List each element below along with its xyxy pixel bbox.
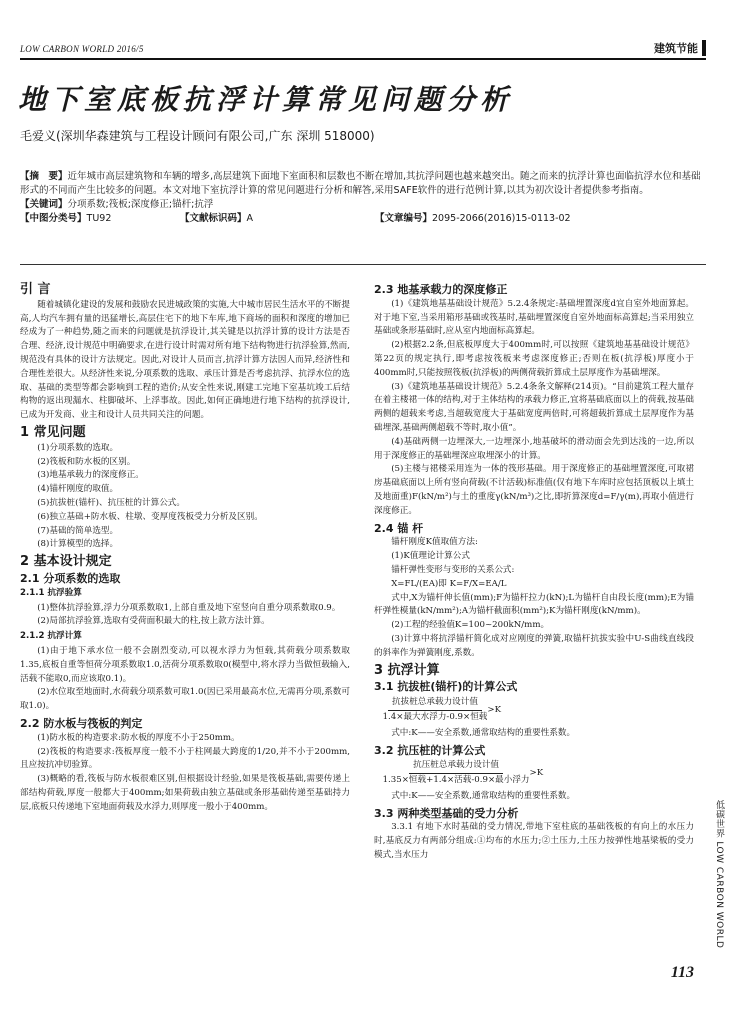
- fraction-denominator: 1.35×恒载+1.4×活载-0.9×最小浮力: [382, 775, 530, 786]
- fraction-denominator: 1.4×最大水浮力-0.9×恒载: [382, 711, 488, 722]
- paragraph: (2)工程的经验值K=100~200kN/mm。: [391, 620, 550, 631]
- paragraph: 锚杆弹性变形与变形的关系公式:: [391, 564, 515, 575]
- section-3-1-heading: 3.1 抗拔桩(锚杆)的计算公式: [374, 680, 518, 694]
- paragraph: (2)水位取至地面时,水荷载分项系数可取1.0(因已采用最高水位,无需再分项,系数可取1.0)。: [20, 687, 350, 712]
- issue-item: (3)地基承载力的深度修正。: [37, 470, 144, 481]
- doc-code-value: A: [246, 213, 254, 224]
- doc-code-field: [180, 212, 253, 226]
- section-2-1-2-heading: 2.1.2 抗浮计算: [20, 631, 82, 642]
- formula: X=FL/(EA)即 K=F/X=EA/L: [391, 578, 507, 589]
- right-column: [374, 280, 694, 863]
- paragraph: (4)基础两侧一边埋深大,一边埋深小,地基破坏的滑动面会先到达浅的一边,所以用于深度修正的基础埋深应取埋深小的计算。: [374, 436, 694, 461]
- section-2-4-heading: 2.4 锚 杆: [374, 521, 424, 535]
- abstract-body: 近年城市高层建筑物和车辆的增多,高层建筑下面地下室面积和层数也不断在增加,其抗浮问题也越来越突出。随之而来的抗浮计算也面临抗浮水位和基础形式的不同而产生比较多的问题。本文对地下室抗浮计算的常见问题进行分析和解答,采用SAFE软件的进行范例计算,以其为初次设计者提供参考指南。: [20, 171, 701, 196]
- paragraph: (3)概略的看,筏板与防水板很难区别,但根据设计经验,如果是筏板基础,需要传递上部结构荷载,厚度一般都大于400mm;如果荷载由独立基础或条形基础传递至基础持力层,底板只传递地下室地面荷载及水浮力,则厚度一般小于400mm。: [20, 774, 350, 812]
- section-3-3-heading: 3.3 两种类型基础的受力分析: [374, 806, 519, 820]
- keywords-label: 【关键词】: [20, 199, 68, 210]
- paragraph: (1)《建筑地基基础设计规范》5.2.4条规定:基础埋置深度d宜自室外地面算起。对于地下室,当采用箱形基础或筏基时,基础埋置深度自室外地面标高算起;当采用独立基础或条形基础时,应从室内地面标高算起。: [374, 298, 694, 337]
- clc-label: 【中图分类号】: [20, 213, 87, 224]
- section-2-2-heading: 2.2 防水板与筏板的判定: [20, 716, 143, 730]
- fraction-relation: >K: [529, 767, 544, 778]
- intro-paragraph: 随着城镇化建设的发展和鼓励农民进城政策的实施,大中城市居民生活水平的不断提高,人均汽车拥有量的迅猛增长,高层住宅下的地下车库,地下商场的面积和深度的增加已经成为了一种趋势,随之而来的问题就是抗浮设计,其关键是以抗浮计算的设计方法是否合理、经济,设计规范中明确要求,在进行设计时需对所有地下结构物进行抗浮验算,然而,规范没有具体的设计方法规定。因此,对设计人员而言,抗浮计算方法因人而异,经济性和合理性差很大。从经济性来说,分项系数的选取、承压计算是否考虑抗浮、抗浮水位的选取、基础的类型等都会影响到工程的造价;从安全性来说,刚建工完地下室基坑竣工后结构物的返出现漏水、柱脚破坏、上浮事故。因此,如何正确地进行地下结构的抗浮设计,已成为开发商、业主和设计人员共同关注的问题。: [20, 299, 350, 421]
- paragraph: (2)筏板的构造要求:筏板厚度一般不小于柱网最大跨度的1/20,并不小于200mm,且应按抗冲切验算。: [20, 746, 350, 771]
- section-3-2-heading: 3.2 抗压桩的计算公式: [374, 743, 486, 757]
- classification-line: [20, 212, 708, 226]
- paragraph: 式中,X为锚杆伸长值(mm);F为锚杆拉力(kN);L为锚杆自由段长度(mm);E为锚杆弹性模量(kN/mm²);A为锚杆截面积(mm²);K为锚杆刚度(kN/mm)。: [374, 592, 694, 617]
- section-2-1-heading: 2.1 分项系数的选取: [20, 571, 121, 585]
- issue-item: (7)基础的简单选型。: [37, 525, 119, 536]
- issue-item: (4)锚杆刚度的取值。: [37, 484, 119, 495]
- side-journal-text: 低碳世界 LOW CARBON WORLD: [714, 800, 724, 949]
- abstract-rule: [20, 264, 706, 265]
- section-3-heading: 3 抗浮计算: [374, 662, 440, 678]
- paragraph: (2)根据2.2条,但底板厚度大于400mm时,可以按照《建筑地基基础设计规范》第22页的规定执行,即考虑按筏板来考虑深度修正;否则在板(抗浮板)厚度小于400mm时,只能按照筏板(抗浮板)的两侧荷载折算成土层厚度作为基础埋深。: [374, 340, 694, 378]
- issue-item: (6)独立基础+防水板、柱墩、变厚度筏板受力分析及区别。: [37, 511, 263, 522]
- paragraph: (1)整体抗浮验算,浮力分项系数取1,上部自重及地下室竖向自重分项系数取0.9。: [37, 602, 341, 613]
- issue-item: (5)抗拔桩(锚杆)、抗压桩的计算公式。: [37, 497, 185, 508]
- paragraph: (2)局部抗浮验算,选取有受荷面积最大的柱,按上款方法计算。: [37, 616, 270, 627]
- section-2-1-1-heading: 2.1.1 抗浮验算: [20, 587, 82, 598]
- article-number-field: [375, 212, 571, 226]
- formula-3-2: [383, 759, 694, 788]
- left-column: [20, 280, 350, 814]
- issue-item: (8)计算模型的选择。: [37, 539, 119, 550]
- formula-3-1: [383, 696, 694, 725]
- paragraph: (1)由于地下承水位一般不会剧烈变动,可以视水浮力为恒载,其荷载分项系数取1.35,底板自重等恒荷分项系数取1.0,活荷分项系数取0(模型中,将水浮力当做恒载输入,活载不能取0,而应该取0.1)。: [20, 645, 350, 684]
- issue-item: (1)分项系数的选取。: [37, 442, 119, 453]
- header-bar: [702, 40, 706, 56]
- keywords: 分项系数;筏板;深度修正;锚杆;抗浮: [67, 199, 214, 210]
- intro-heading: 引 言: [20, 282, 51, 297]
- clc-field: [20, 212, 111, 226]
- fraction-numerator: 抗压桩总承载力设计值: [409, 759, 503, 774]
- article-author: 毛爱义(深圳华森建筑与工程设计顾问有限公司,广东 深圳 518000): [20, 129, 375, 143]
- abstract-block: [20, 170, 708, 226]
- article-number-label: 【文章编号】: [375, 213, 433, 224]
- section-2-3-heading: 2.3 地基承载力的深度修正: [374, 283, 508, 296]
- clc-value: TU92: [86, 213, 112, 224]
- article-title: 地下室底板抗浮计算常见问题分析: [18, 83, 514, 116]
- paragraph: (3)计算中将抗浮锚杆简化成对应刚度的弹簧,取锚杆抗拔实验中U-S曲线直线段的斜率作为弹簧刚度,系数。: [374, 633, 694, 658]
- section-header: 建筑节能: [654, 42, 698, 55]
- fraction: [383, 759, 530, 788]
- article-number-value: 2095-2066(2016)15-0113-02: [432, 213, 571, 224]
- paragraph: 式中:K——安全系数,通常取结构的重要性系数。: [391, 790, 576, 801]
- journal-header: LOW CARBON WORLD 2016/5: [20, 44, 144, 54]
- paragraph: 3.3.1 有地下水时基础的受力情况,带地下室柱底的基础筏板的有向上的水压力时,基底反力有两部分组成:①均布的水压力;②土压力,土压力按弹性地基梁板的受力模式,当水压力: [374, 822, 694, 861]
- issue-item: (2)筏板和防水板的区别。: [37, 456, 136, 467]
- page-number: 113: [670, 964, 694, 981]
- doc-code-label: 【文献标识码】: [180, 213, 247, 224]
- abstract-text: [20, 170, 708, 198]
- abstract-label: 【摘 要】: [20, 171, 68, 182]
- section-1-heading: 1 常见问题: [20, 424, 86, 440]
- section-2-heading: 2 基本设计规定: [20, 554, 112, 570]
- paragraph: (1)防水板的构造要求:防水板的厚度不小于250mm。: [37, 732, 240, 743]
- paragraph: (1)K值理论计算公式: [391, 551, 470, 562]
- header-rule: [20, 58, 706, 60]
- paragraph: (3)《建筑地基基础设计规范》5.2.4条条文解释(214页)。“目前建筑工程大量存在着主楼裙一体的结构,对于主体结构的承载力修正,宜将基础底面以上的荷载,按基础两侧的超载来考虑,当超载宽度大于基础宽度两倍时,可将超载折算成土层厚度作为基础埋深,基础两侧超载不等时,取小值”。: [374, 381, 694, 433]
- fraction-relation: >K: [487, 704, 502, 715]
- paragraph: (5)主楼与裙楼采用连为一体的筏形基础。用于深度修正的基础埋置深度,可取裙房基础底面以上所有竖向荷载(不计活载)标准值(仅有地下车库时应包括顶板以上填土及地面重)F(kN/m²)与土的重度γ(kN/m³)之比,即折算深度d=F/γ(m),再取小值进行深度修正。: [374, 464, 694, 516]
- paragraph: 锚杆刚度K值取值方法:: [391, 537, 478, 548]
- fraction-numerator: 抗拔桩总承载力设计值: [388, 696, 482, 711]
- paragraph: 式中:K——安全系数,通常取结构的重要性系数。: [391, 727, 576, 738]
- fraction: [383, 696, 488, 725]
- keywords-line: [20, 198, 708, 212]
